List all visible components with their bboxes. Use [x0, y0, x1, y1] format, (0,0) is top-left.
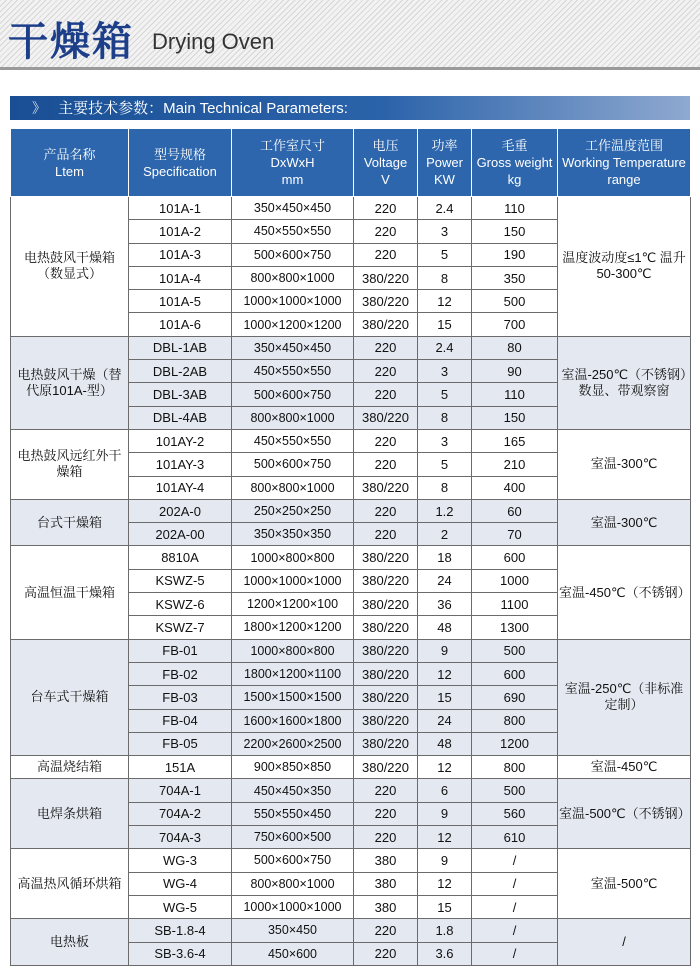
model-cell: FB-01 — [129, 639, 232, 662]
weight-cell: 560 — [472, 802, 558, 825]
weight-cell: / — [472, 942, 558, 965]
power-cell: 5 — [418, 243, 472, 266]
voltage-cell: 220 — [354, 523, 418, 546]
model-cell: 101A-3 — [129, 243, 232, 266]
column-header-line: 工作室尺寸 — [259, 138, 325, 153]
power-cell: 18 — [418, 546, 472, 569]
size-cell: 450×550×550 — [232, 360, 354, 383]
weight-cell: 60 — [472, 499, 558, 522]
voltage-cell: 380 — [354, 872, 418, 895]
voltage-cell: 380/220 — [354, 266, 418, 289]
weight-cell: 500 — [472, 779, 558, 802]
voltage-cell: 380/220 — [354, 313, 418, 336]
model-cell: 101A-2 — [129, 220, 232, 243]
weight-cell: 610 — [472, 826, 558, 849]
model-cell: SB-1.8-4 — [129, 919, 232, 942]
column-header-line: 产品名称 — [43, 146, 96, 162]
weight-cell: 800 — [472, 756, 558, 779]
weight-cell: 1200 — [472, 732, 558, 755]
power-cell: 1.8 — [418, 919, 472, 942]
model-cell: 151A — [129, 756, 232, 779]
weight-cell: 500 — [472, 639, 558, 662]
power-cell: 12 — [418, 662, 472, 685]
size-cell: 800×800×1000 — [232, 266, 354, 289]
category-cell: 台式干燥箱 — [11, 499, 129, 546]
voltage-cell: 380/220 — [354, 546, 418, 569]
model-cell: 101A-4 — [129, 266, 232, 289]
model-cell: 704A-1 — [129, 779, 232, 802]
temperature-range-cell: 温度波动度≤1℃ 温升50-300℃ — [558, 197, 691, 337]
weight-cell: / — [472, 895, 558, 918]
column-header-line: Power — [426, 155, 463, 170]
weight-cell: 1300 — [472, 616, 558, 639]
voltage-cell: 380/220 — [354, 569, 418, 592]
column-header-line: Gross weight — [476, 155, 553, 170]
column-header-line: KW — [434, 172, 455, 187]
column-header-line: kg — [507, 172, 522, 187]
power-cell: 6 — [418, 779, 472, 802]
power-cell: 3 — [418, 220, 472, 243]
model-cell: DBL-3AB — [129, 383, 232, 406]
size-cell: 450×550×550 — [232, 429, 354, 452]
size-cell: 1000×1000×1000 — [232, 569, 354, 592]
power-cell: 36 — [418, 593, 472, 616]
power-cell: 8 — [418, 406, 472, 429]
power-cell: 48 — [418, 616, 472, 639]
power-cell: 9 — [418, 639, 472, 662]
temperature-range-cell: 室温-250℃（不锈钢）数显、带观察窗 — [558, 336, 691, 429]
model-cell: 101A-5 — [129, 290, 232, 313]
size-cell: 1800×1200×1100 — [232, 662, 354, 685]
size-cell: 1000×800×800 — [232, 639, 354, 662]
size-cell: 1000×800×800 — [232, 546, 354, 569]
voltage-cell: 220 — [354, 826, 418, 849]
weight-cell: / — [472, 919, 558, 942]
weight-cell: 110 — [472, 197, 558, 220]
temperature-range-cell: 室温-500℃ — [558, 849, 691, 919]
size-cell: 350×450×450 — [232, 197, 354, 220]
power-cell: 24 — [418, 569, 472, 592]
model-cell: WG-5 — [129, 895, 232, 918]
column-header — [558, 129, 691, 197]
size-cell: 750×600×500 — [232, 826, 354, 849]
model-cell: 101A-1 — [129, 197, 232, 220]
model-cell: WG-4 — [129, 872, 232, 895]
power-cell: 8 — [418, 476, 472, 499]
page-header — [0, 0, 700, 70]
page-title: 干燥箱 — [8, 19, 134, 65]
model-cell: 704A-3 — [129, 826, 232, 849]
category-cell: 电焊条烘箱 — [11, 779, 129, 849]
power-cell: 8 — [418, 266, 472, 289]
table-row — [11, 336, 691, 359]
power-cell: 15 — [418, 313, 472, 336]
temperature-range-cell: / — [558, 919, 691, 966]
power-cell: 12 — [418, 290, 472, 313]
weight-cell: 600 — [472, 662, 558, 685]
power-cell: 12 — [418, 872, 472, 895]
weight-cell: 190 — [472, 243, 558, 266]
size-cell: 800×800×1000 — [232, 872, 354, 895]
voltage-cell: 220 — [354, 197, 418, 220]
weight-cell: / — [472, 872, 558, 895]
size-cell: 1500×1500×1500 — [232, 686, 354, 709]
section-bar — [10, 96, 690, 120]
size-cell: 350×450 — [232, 919, 354, 942]
model-cell: DBL-2AB — [129, 360, 232, 383]
column-header — [354, 129, 418, 197]
temperature-range-cell: 室温-300℃ — [558, 429, 691, 499]
size-cell: 450×600 — [232, 942, 354, 965]
size-cell: 800×800×1000 — [232, 476, 354, 499]
weight-cell: / — [472, 849, 558, 872]
column-header — [232, 129, 354, 197]
size-cell: 500×600×750 — [232, 383, 354, 406]
model-cell: FB-02 — [129, 662, 232, 685]
voltage-cell: 380/220 — [354, 406, 418, 429]
voltage-cell: 220 — [354, 919, 418, 942]
size-cell: 500×600×750 — [232, 849, 354, 872]
weight-cell: 80 — [472, 336, 558, 359]
voltage-cell: 380/220 — [354, 686, 418, 709]
table-row — [11, 639, 691, 662]
section-label: 主要技术参数：Main Technical Parameters: — [58, 100, 348, 117]
table-row — [11, 779, 691, 802]
power-cell: 1.2 — [418, 499, 472, 522]
weight-cell: 150 — [472, 406, 558, 429]
voltage-cell: 220 — [354, 802, 418, 825]
power-cell: 3 — [418, 429, 472, 452]
weight-cell: 400 — [472, 476, 558, 499]
model-cell: 101AY-4 — [129, 476, 232, 499]
column-header-line: 型号规格 — [153, 146, 206, 162]
weight-cell: 690 — [472, 686, 558, 709]
column-header — [129, 129, 232, 197]
voltage-cell: 220 — [354, 360, 418, 383]
model-cell: 202A-0 — [129, 499, 232, 522]
weight-cell: 110 — [472, 383, 558, 406]
weight-cell: 500 — [472, 290, 558, 313]
voltage-cell: 380/220 — [354, 709, 418, 732]
power-cell: 2.4 — [418, 336, 472, 359]
size-cell: 450×550×550 — [232, 220, 354, 243]
size-cell: 500×600×750 — [232, 453, 354, 476]
column-header-line: 工作温度范围 — [584, 138, 663, 153]
size-cell: 1800×1200×1200 — [232, 616, 354, 639]
parameter-table — [10, 128, 691, 966]
size-cell: 900×850×850 — [232, 756, 354, 779]
column-header-line: V — [381, 172, 390, 187]
model-cell: 101A-6 — [129, 313, 232, 336]
category-cell: 电热鼓风干燥箱（数显式） — [11, 197, 129, 337]
model-cell: FB-04 — [129, 709, 232, 732]
voltage-cell: 220 — [354, 429, 418, 452]
model-cell: KSWZ-5 — [129, 569, 232, 592]
table-row — [11, 197, 691, 220]
temperature-range-cell: 室温-500℃（不锈钢） — [558, 779, 691, 849]
weight-cell: 1100 — [472, 593, 558, 616]
voltage-cell: 220 — [354, 336, 418, 359]
column-header-line: range — [607, 172, 641, 187]
model-cell: DBL-1AB — [129, 336, 232, 359]
temperature-range-cell: 室温-450℃ — [558, 756, 691, 779]
voltage-cell: 220 — [354, 453, 418, 476]
table-row — [11, 849, 691, 872]
power-cell: 24 — [418, 709, 472, 732]
power-cell: 15 — [418, 686, 472, 709]
column-header-line: Voltage — [363, 155, 408, 170]
table-header-row — [11, 129, 691, 197]
column-header-line: 电压 — [372, 138, 399, 153]
weight-cell: 210 — [472, 453, 558, 476]
voltage-cell: 220 — [354, 220, 418, 243]
model-cell: DBL-4AB — [129, 406, 232, 429]
voltage-cell: 220 — [354, 499, 418, 522]
chevron-icon: 》 — [32, 100, 44, 116]
size-cell: 350×450×450 — [232, 336, 354, 359]
category-cell: 高温恒温干燥箱 — [11, 546, 129, 639]
table-row — [11, 546, 691, 569]
voltage-cell: 220 — [354, 942, 418, 965]
model-cell: 101AY-2 — [129, 429, 232, 452]
weight-cell: 700 — [472, 313, 558, 336]
voltage-cell: 380/220 — [354, 476, 418, 499]
category-cell: 高温热风循环烘箱 — [11, 849, 129, 919]
model-cell: FB-03 — [129, 686, 232, 709]
size-cell: 1600×1600×1800 — [232, 709, 354, 732]
table-row — [11, 756, 691, 779]
power-cell: 3.6 — [418, 942, 472, 965]
column-header-line: 毛重 — [501, 138, 528, 153]
power-cell: 3 — [418, 360, 472, 383]
size-cell: 450×450×350 — [232, 779, 354, 802]
voltage-cell: 220 — [354, 243, 418, 266]
size-cell: 1000×1000×1000 — [232, 895, 354, 918]
power-cell: 5 — [418, 383, 472, 406]
model-cell: 202A-00 — [129, 523, 232, 546]
voltage-cell: 380/220 — [354, 732, 418, 755]
voltage-cell: 220 — [354, 383, 418, 406]
weight-cell: 1000 — [472, 569, 558, 592]
voltage-cell: 380/220 — [354, 290, 418, 313]
size-cell: 500×600×750 — [232, 243, 354, 266]
column-header — [472, 129, 558, 197]
column-header — [418, 129, 472, 197]
category-cell: 电热鼓风干燥（替代原101A-型） — [11, 336, 129, 429]
weight-cell: 800 — [472, 709, 558, 732]
temperature-range-cell: 室温-450℃（不锈钢） — [558, 546, 691, 639]
model-cell: FB-05 — [129, 732, 232, 755]
column-header-line: mm — [281, 172, 304, 187]
voltage-cell: 380 — [354, 895, 418, 918]
table-row — [11, 499, 691, 522]
weight-cell: 350 — [472, 266, 558, 289]
temperature-range-cell: 室温-250℃（非标准定制） — [558, 639, 691, 755]
model-cell: 101AY-3 — [129, 453, 232, 476]
model-cell: 8810A — [129, 546, 232, 569]
weight-cell: 150 — [472, 220, 558, 243]
size-cell: 1200×1200×100 — [232, 593, 354, 616]
voltage-cell: 380/220 — [354, 593, 418, 616]
column-header-line: DxWxH — [270, 155, 315, 170]
model-cell: KSWZ-6 — [129, 593, 232, 616]
column-header-line: Working Temperature — [562, 155, 686, 170]
column-header-line: Specification — [143, 163, 217, 179]
power-cell: 12 — [418, 826, 472, 849]
category-cell: 台车式干燥箱 — [11, 639, 129, 755]
power-cell: 48 — [418, 732, 472, 755]
category-cell: 电热板 — [11, 919, 129, 966]
model-cell: 704A-2 — [129, 802, 232, 825]
voltage-cell: 380 — [354, 849, 418, 872]
power-cell: 2.4 — [418, 197, 472, 220]
page-subtitle: Drying Oven — [152, 29, 275, 54]
size-cell: 800×800×1000 — [232, 406, 354, 429]
voltage-cell: 380/220 — [354, 639, 418, 662]
table-row — [11, 429, 691, 452]
voltage-cell: 220 — [354, 779, 418, 802]
voltage-cell: 380/220 — [354, 756, 418, 779]
size-cell: 1000×1000×1000 — [232, 290, 354, 313]
category-cell: 电热鼓风远红外干燥箱 — [11, 429, 129, 499]
temperature-range-cell: 室温-300℃ — [558, 499, 691, 546]
weight-cell: 90 — [472, 360, 558, 383]
model-cell: WG-3 — [129, 849, 232, 872]
table-body — [11, 197, 691, 966]
weight-cell: 600 — [472, 546, 558, 569]
size-cell: 350×350×350 — [232, 523, 354, 546]
column-header-line: 功率 — [431, 138, 458, 153]
category-cell: 高温烧结箱 — [11, 756, 129, 779]
model-cell: KSWZ-7 — [129, 616, 232, 639]
power-cell: 9 — [418, 849, 472, 872]
weight-cell: 70 — [472, 523, 558, 546]
column-header — [11, 129, 129, 197]
power-cell: 9 — [418, 802, 472, 825]
power-cell: 12 — [418, 756, 472, 779]
column-header-line: Ltem — [55, 163, 84, 179]
weight-cell: 165 — [472, 429, 558, 452]
model-cell: SB-3.6-4 — [129, 942, 232, 965]
power-cell: 5 — [418, 453, 472, 476]
power-cell: 2 — [418, 523, 472, 546]
size-cell: 2200×2600×2500 — [232, 732, 354, 755]
size-cell: 1000×1200×1200 — [232, 313, 354, 336]
voltage-cell: 380/220 — [354, 662, 418, 685]
voltage-cell: 380/220 — [354, 616, 418, 639]
size-cell: 250×250×250 — [232, 499, 354, 522]
power-cell: 15 — [418, 895, 472, 918]
size-cell: 550×550×450 — [232, 802, 354, 825]
table-row — [11, 919, 691, 942]
